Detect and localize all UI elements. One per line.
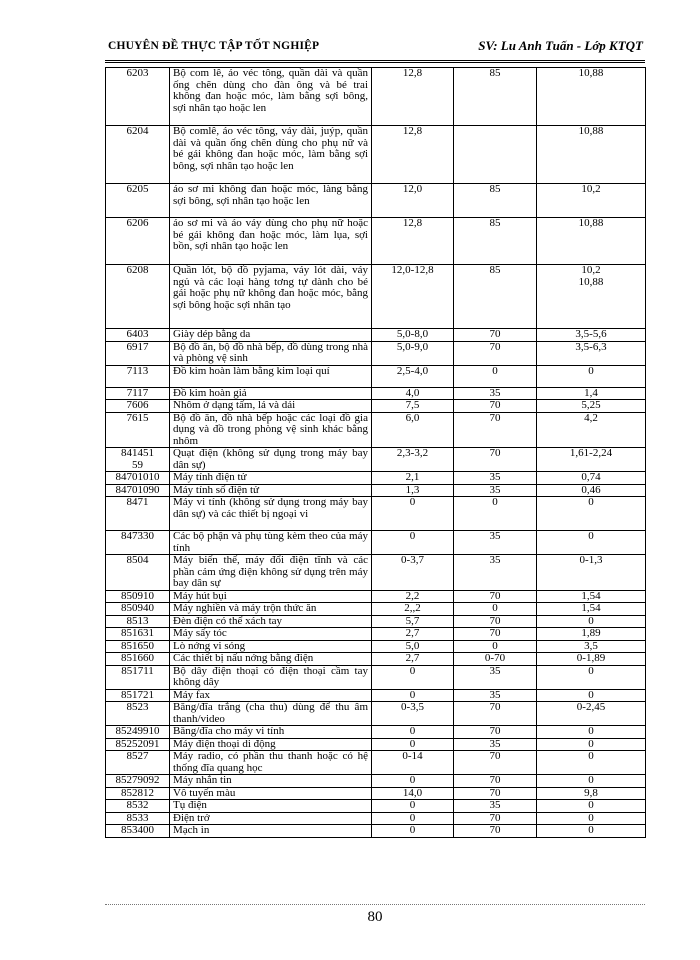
row-description: Đồ kim hoàn giả bbox=[170, 387, 372, 400]
row-tariff: 5,0 bbox=[372, 640, 454, 653]
row-description: Điện trở bbox=[170, 812, 372, 825]
row-rate: 70 bbox=[454, 412, 537, 448]
row-tariff: 14,0 bbox=[372, 787, 454, 800]
row-applied: 0 bbox=[537, 751, 646, 775]
row-tariff: 0 bbox=[372, 738, 454, 751]
row-code: 853400 bbox=[106, 825, 170, 838]
table-row bbox=[106, 689, 646, 702]
table-row bbox=[106, 653, 646, 666]
row-code: 851711 bbox=[106, 665, 170, 689]
row-description: Máy fax bbox=[170, 689, 372, 702]
row-applied: 10,88 bbox=[537, 126, 646, 184]
row-rate: 35 bbox=[454, 387, 537, 400]
table-row bbox=[106, 751, 646, 775]
row-rate: 0 bbox=[454, 603, 537, 616]
row-tariff: 2,3-3,2 bbox=[372, 448, 454, 472]
table-row bbox=[106, 800, 646, 813]
row-description: Máy sấy tóc bbox=[170, 628, 372, 641]
row-tariff: 0-14 bbox=[372, 751, 454, 775]
row-rate: 35 bbox=[454, 689, 537, 702]
row-description: Băng/đĩa cho máy vi tính bbox=[170, 726, 372, 739]
row-applied: 0-1,89 bbox=[537, 653, 646, 666]
row-applied: 1,89 bbox=[537, 628, 646, 641]
footer-rule bbox=[105, 904, 645, 905]
table-row bbox=[106, 68, 646, 126]
row-tariff: 5,0-9,0 bbox=[372, 341, 454, 365]
row-description: Máy hút bụi bbox=[170, 590, 372, 603]
table-row bbox=[106, 400, 646, 413]
row-tariff: 12,8 bbox=[372, 218, 454, 265]
row-applied: 0 bbox=[537, 615, 646, 628]
table-row bbox=[106, 738, 646, 751]
tariff-table bbox=[105, 67, 646, 838]
row-rate: 35 bbox=[454, 665, 537, 689]
row-tariff: 0 bbox=[372, 497, 454, 531]
table-row bbox=[106, 329, 646, 342]
row-code: 6204 bbox=[106, 126, 170, 184]
row-code: 850940 bbox=[106, 603, 170, 616]
row-description: Máy biến thế, máy đổi điện tĩnh và các phần cảm ứng điện không sử dụng trên máy bay dân sự bbox=[170, 555, 372, 591]
row-applied: 9,8 bbox=[537, 787, 646, 800]
table-row bbox=[106, 812, 646, 825]
row-code: 851660 bbox=[106, 653, 170, 666]
row-tariff: 7,5 bbox=[372, 400, 454, 413]
row-description: Bộ đồ ăn, bộ đồ nhà bếp, đồ dùng trong nhà và phòng vệ sinh bbox=[170, 341, 372, 365]
row-code: 84701090 bbox=[106, 484, 170, 497]
row-description: Máy tính điện tử bbox=[170, 472, 372, 485]
row-rate bbox=[454, 126, 537, 184]
table-row bbox=[106, 412, 646, 448]
row-rate: 70 bbox=[454, 751, 537, 775]
row-description: Máy nghiền và máy trộn thức ăn bbox=[170, 603, 372, 616]
row-code: 8532 bbox=[106, 800, 170, 813]
table-row bbox=[106, 341, 646, 365]
row-rate: 70 bbox=[454, 702, 537, 726]
table-row bbox=[106, 184, 646, 218]
tariff-table-body bbox=[106, 68, 646, 838]
row-rate: 70 bbox=[454, 825, 537, 838]
row-code: 8527 bbox=[106, 751, 170, 775]
row-applied: 0 bbox=[537, 738, 646, 751]
row-applied: 0,46 bbox=[537, 484, 646, 497]
row-rate: 35 bbox=[454, 800, 537, 813]
row-rate: 85 bbox=[454, 184, 537, 218]
row-applied: 3,5-6,3 bbox=[537, 341, 646, 365]
table-row bbox=[106, 775, 646, 788]
page-header bbox=[108, 38, 643, 58]
row-code: 6917 bbox=[106, 341, 170, 365]
row-applied: 5,25 bbox=[537, 400, 646, 413]
row-code: 8533 bbox=[106, 812, 170, 825]
row-rate: 35 bbox=[454, 531, 537, 555]
row-applied: 0-2,45 bbox=[537, 702, 646, 726]
table-row bbox=[106, 387, 646, 400]
row-tariff: 0 bbox=[372, 800, 454, 813]
row-code: 7113 bbox=[106, 365, 170, 387]
row-code: 8513 bbox=[106, 615, 170, 628]
row-description: Băng/đĩa trắng (cha thu) dùng để thu âm thanh/video bbox=[170, 702, 372, 726]
row-applied: 10,88 bbox=[537, 218, 646, 265]
row-tariff: 0 bbox=[372, 689, 454, 702]
table-row bbox=[106, 531, 646, 555]
row-description: áo sơ mi không đan hoặc móc, làng bằng sợi bông, sợi nhân tạo hoặc len bbox=[170, 184, 372, 218]
row-description: Quạt điện (không sử dụng trong máy bay dân sự) bbox=[170, 448, 372, 472]
table-row bbox=[106, 484, 646, 497]
row-rate: 70 bbox=[454, 448, 537, 472]
row-tariff: 2,,2 bbox=[372, 603, 454, 616]
table-row bbox=[106, 825, 646, 838]
row-description: Bộ com lê, áo véc tông, quần dài và quần ống chẽn dùng cho đàn ông và bé trai không đan hoặc móc, làm bằng sợi bông, sợi nhân tạo hoặc len bbox=[170, 68, 372, 126]
row-applied: 0 bbox=[537, 775, 646, 788]
row-code: 85279092 bbox=[106, 775, 170, 788]
row-applied: 0 bbox=[537, 812, 646, 825]
row-tariff: 5,0-8,0 bbox=[372, 329, 454, 342]
row-code: 7117 bbox=[106, 387, 170, 400]
row-applied: 3,5-5,6 bbox=[537, 329, 646, 342]
row-description: áo sơ mi và áo váy dùng cho phụ nữ hoặc bé gái không đan hoặc móc, làm lụa, sợi bồn, sợi nhân tạo hoặc len bbox=[170, 218, 372, 265]
row-rate: 70 bbox=[454, 615, 537, 628]
row-tariff: 0 bbox=[372, 726, 454, 739]
row-tariff: 12,0-12,8 bbox=[372, 265, 454, 329]
row-code: 6403 bbox=[106, 329, 170, 342]
row-code: 841451 59 bbox=[106, 448, 170, 472]
row-applied: 1,54 bbox=[537, 603, 646, 616]
table-row bbox=[106, 590, 646, 603]
row-code: 6205 bbox=[106, 184, 170, 218]
row-description: Các thiết bị nấu nớng bằng điện bbox=[170, 653, 372, 666]
row-description: Bộ comlê, áo véc tông, váy dài, juýp, quần dài và quần ống chẽn dùng cho phụ nữ và bé gái không đan hoặc móc, làm bằng sợi bông, sợi nhân tạo hoặc len bbox=[170, 126, 372, 184]
row-description: Máy radio, có phần thu thanh hoặc có hệ thống đĩa quang học bbox=[170, 751, 372, 775]
row-description: Bộ đồ ăn, đồ nhà bếp hoặc các loại đồ gia dụng và đồ trong phòng vệ sinh khác bằng nhôm bbox=[170, 412, 372, 448]
row-rate: 0 bbox=[454, 365, 537, 387]
row-rate: 70 bbox=[454, 400, 537, 413]
row-applied: 10,2 bbox=[537, 184, 646, 218]
row-rate: 0-70 bbox=[454, 653, 537, 666]
table-row bbox=[106, 702, 646, 726]
row-code: 847330 bbox=[106, 531, 170, 555]
table-row bbox=[106, 665, 646, 689]
row-description: Tụ điện bbox=[170, 800, 372, 813]
row-tariff: 12,8 bbox=[372, 126, 454, 184]
row-code: 7606 bbox=[106, 400, 170, 413]
table-row bbox=[106, 726, 646, 739]
row-tariff: 2,1 bbox=[372, 472, 454, 485]
row-rate: 35 bbox=[454, 555, 537, 591]
row-tariff: 0 bbox=[372, 775, 454, 788]
row-code: 7615 bbox=[106, 412, 170, 448]
table-row bbox=[106, 126, 646, 184]
row-description: Các bộ phận và phụ tùng kèm theo của máy tính bbox=[170, 531, 372, 555]
row-applied: 0 bbox=[537, 689, 646, 702]
row-code: 84701010 bbox=[106, 472, 170, 485]
row-code: 850910 bbox=[106, 590, 170, 603]
row-description: Lò nớng vi sóng bbox=[170, 640, 372, 653]
row-description: Máy tính số điện tử bbox=[170, 484, 372, 497]
table-row bbox=[106, 497, 646, 531]
row-tariff: 4,0 bbox=[372, 387, 454, 400]
row-code: 6208 bbox=[106, 265, 170, 329]
row-applied: 0 bbox=[537, 825, 646, 838]
row-description: Quần lót, bộ đồ pyjama, váy lót dài, váy ngủ và các loại hàng tơng tự dành cho bé gái hoặc phụ nữ không đan hoặc móc, bằng sợi bông hoặc sợi nhân tạo bbox=[170, 265, 372, 329]
row-tariff: 0-3,5 bbox=[372, 702, 454, 726]
row-description: Mạch in bbox=[170, 825, 372, 838]
row-applied: 0 bbox=[537, 497, 646, 531]
header-rule bbox=[105, 60, 645, 63]
row-description: Đồ kim hoàn làm bằng kim loại quí bbox=[170, 365, 372, 387]
row-applied: 3,5 bbox=[537, 640, 646, 653]
row-rate: 70 bbox=[454, 590, 537, 603]
row-description: Bộ dây điện thoại có điện thoại cầm tay không dây bbox=[170, 665, 372, 689]
row-code: 6206 bbox=[106, 218, 170, 265]
row-rate: 70 bbox=[454, 628, 537, 641]
row-code: 851721 bbox=[106, 689, 170, 702]
row-rate: 70 bbox=[454, 812, 537, 825]
row-applied: 4,2 bbox=[537, 412, 646, 448]
row-tariff: 0 bbox=[372, 812, 454, 825]
row-description: Máy nhắn tin bbox=[170, 775, 372, 788]
row-rate: 35 bbox=[454, 484, 537, 497]
row-tariff: 1,3 bbox=[372, 484, 454, 497]
row-description: Nhôm ở dạng tấm, lá và dải bbox=[170, 400, 372, 413]
row-applied: 1,54 bbox=[537, 590, 646, 603]
row-rate: 70 bbox=[454, 787, 537, 800]
table-row bbox=[106, 265, 646, 329]
row-rate: 35 bbox=[454, 472, 537, 485]
row-tariff: 0 bbox=[372, 531, 454, 555]
header-title: CHUYÊN ĐỀ THỰC TẬP TỐT NGHIỆP bbox=[108, 40, 320, 52]
row-tariff: 0-3,7 bbox=[372, 555, 454, 591]
row-rate: 0 bbox=[454, 640, 537, 653]
table-row bbox=[106, 218, 646, 265]
row-description: Máy điện thoại di động bbox=[170, 738, 372, 751]
table-row bbox=[106, 365, 646, 387]
row-code: 85249910 bbox=[106, 726, 170, 739]
row-tariff: 12,0 bbox=[372, 184, 454, 218]
row-rate: 70 bbox=[454, 341, 537, 365]
row-applied: 0 bbox=[537, 365, 646, 387]
row-description: Đèn điện có thể xách tay bbox=[170, 615, 372, 628]
row-code: 85252091 bbox=[106, 738, 170, 751]
row-tariff: 2,7 bbox=[372, 628, 454, 641]
row-code: 8471 bbox=[106, 497, 170, 531]
row-rate: 85 bbox=[454, 68, 537, 126]
table-row bbox=[106, 628, 646, 641]
row-rate: 85 bbox=[454, 265, 537, 329]
row-tariff: 12,8 bbox=[372, 68, 454, 126]
row-code: 851650 bbox=[106, 640, 170, 653]
table-row bbox=[106, 787, 646, 800]
row-tariff: 0 bbox=[372, 665, 454, 689]
row-rate: 70 bbox=[454, 775, 537, 788]
row-code: 8504 bbox=[106, 555, 170, 591]
row-applied: 0,74 bbox=[537, 472, 646, 485]
table-row bbox=[106, 555, 646, 591]
table-row bbox=[106, 603, 646, 616]
table-row bbox=[106, 615, 646, 628]
page-number: 80 bbox=[367, 909, 383, 925]
row-applied: 1,4 bbox=[537, 387, 646, 400]
row-tariff: 5,7 bbox=[372, 615, 454, 628]
row-applied: 0 bbox=[537, 531, 646, 555]
row-tariff: 2,2 bbox=[372, 590, 454, 603]
row-code: 852812 bbox=[106, 787, 170, 800]
row-applied: 10,2 10,88 bbox=[537, 265, 646, 329]
row-code: 8523 bbox=[106, 702, 170, 726]
row-applied: 10,88 bbox=[537, 68, 646, 126]
row-rate: 70 bbox=[454, 726, 537, 739]
row-tariff: 0 bbox=[372, 825, 454, 838]
row-tariff: 2,7 bbox=[372, 653, 454, 666]
row-tariff: 2,5-4,0 bbox=[372, 365, 454, 387]
row-rate: 35 bbox=[454, 738, 537, 751]
row-description: Máy vi tính (không sử dụng trong máy bay dân sự) và các thiết bị ngoại vi bbox=[170, 497, 372, 531]
row-applied: 0 bbox=[537, 800, 646, 813]
row-rate: 70 bbox=[454, 329, 537, 342]
table-row bbox=[106, 640, 646, 653]
table-row bbox=[106, 472, 646, 485]
header-author: SV: Lu Anh Tuấn - Lớp KTQT bbox=[478, 38, 643, 53]
row-rate: 0 bbox=[454, 497, 537, 531]
row-description: Giày dép bằng da bbox=[170, 329, 372, 342]
row-applied: 0-1,3 bbox=[537, 555, 646, 591]
row-tariff: 6,0 bbox=[372, 412, 454, 448]
row-applied: 1,61-2,24 bbox=[537, 448, 646, 472]
table-row bbox=[106, 448, 646, 472]
row-applied: 0 bbox=[537, 665, 646, 689]
row-rate: 85 bbox=[454, 218, 537, 265]
row-description: Vô tuyến màu bbox=[170, 787, 372, 800]
row-applied: 0 bbox=[537, 726, 646, 739]
row-code: 6203 bbox=[106, 68, 170, 126]
row-code: 851631 bbox=[106, 628, 170, 641]
